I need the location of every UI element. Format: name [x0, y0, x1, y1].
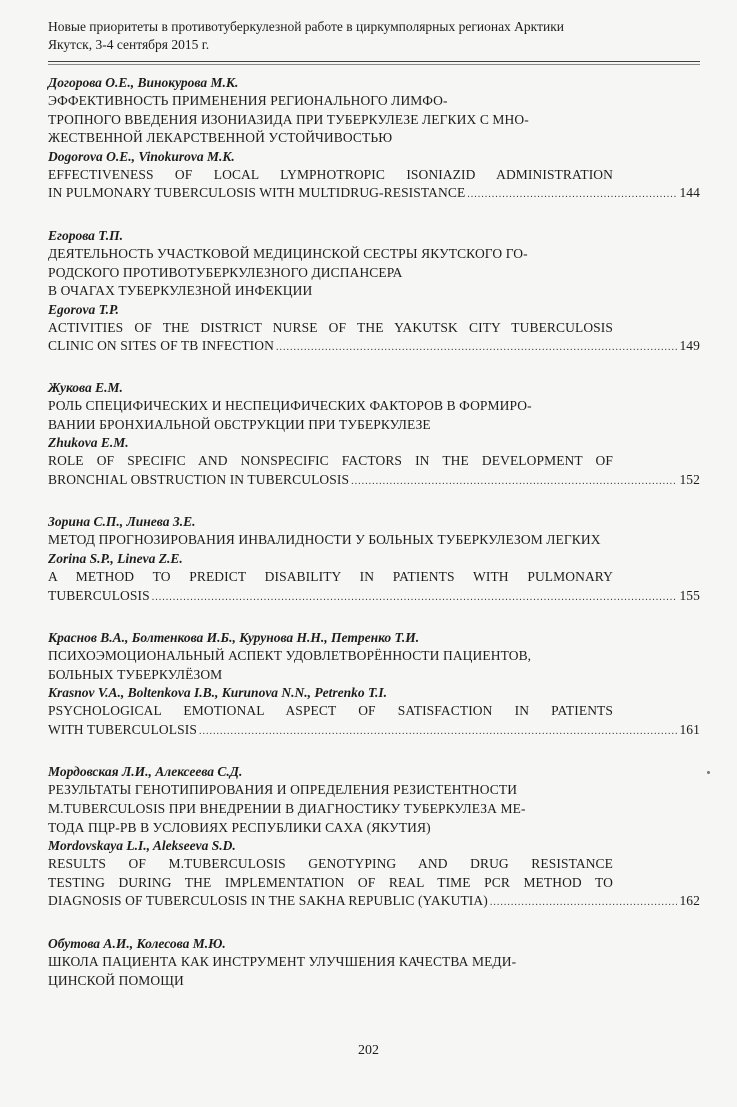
en-title-line: IN PULMONARY TUBERCULOSIS WITH MULTIDRUG-RESISTANCE — [48, 185, 466, 201]
en-title-line: RESULTS OF M.TUBERCULOSIS GENOTYPING AND DRUG RESISTANCE — [48, 856, 613, 872]
ru-authors: Краснов В.А., Болтенкова И.Б., Курунова Н.Н., Петренко Т.И. — [48, 630, 420, 646]
en-authors: Zhukova E.M. — [48, 435, 129, 451]
toc-leader-row — [48, 337, 700, 358]
ru-title-line: ТОДА ПЦР-РВ В УСЛОВИЯХ РЕСПУБЛИКИ САХА (ЯКУТИЯ) — [48, 819, 431, 835]
en-title-line: EFFECTIVENESS OF LOCAL LYMPHOTROPIC ISONIAZID ADMINISTRATION — [48, 166, 613, 182]
dot-leader — [199, 723, 678, 742]
en-title-line: A METHOD TO PREDICT DISABILITY IN PATIENTS WITH PULMONARY — [48, 568, 613, 584]
en-authors: Dogorova O.E., Vinokurova M.K. — [48, 148, 235, 164]
en-title — [48, 568, 700, 607]
ru-title-line: В ОЧАГАХ ТУБЕРКУЛЕЗНОЙ ИНФЕКЦИИ — [48, 283, 313, 299]
ru-authors: Жукова Е.М. — [48, 379, 123, 395]
toc-leader-row — [48, 721, 700, 742]
scan-speck — [707, 771, 710, 774]
ru-title — [48, 397, 700, 434]
ru-title — [48, 781, 700, 837]
en-title-line: TESTING DURING THE IMPLEMENTATION OF REAL TIME PCR METHOD TO — [48, 874, 613, 890]
en-title-line: CLINIC ON SITES OF TB INFECTION — [48, 338, 274, 354]
header-rule — [48, 61, 700, 65]
ru-title-line: ВАНИИ БРОНХИАЛЬНОЙ ОБСТРУКЦИИ ПРИ ТУБЕРКУЛЕЗЕ — [48, 416, 431, 432]
toc-leader-row — [48, 184, 700, 205]
ru-title-line: БОЛЬНЫХ ТУБЕРКУЛЁЗОМ — [48, 666, 223, 682]
ru-authors: Обутова А.И., Колесова М.Ю. — [48, 936, 226, 952]
ru-title-line: M.TUBERCULOSIS ПРИ ВНЕДРЕНИИ В ДИАГНОСТИКУ ТУБЕРКУЛЕЗА МЕ- — [48, 801, 526, 817]
ru-title-line: ЭФФЕКТИВНОСТЬ ПРИМЕНЕНИЯ РЕГИОНАЛЬНОГО ЛИМФО- — [48, 93, 448, 108]
ru-title-line: ТРОПНОГО ВВЕДЕНИЯ ИЗОНИАЗИДА ПРИ ТУБЕРКУЛЕЗЕ ЛЕГКИХ С МНО- — [48, 111, 529, 127]
toc-entry — [48, 379, 700, 491]
ru-title-line: ДЕЯТЕЛЬНОСТЬ УЧАСТКОВОЙ МЕДИЦИНСКОЙ СЕСТРЫ ЯКУТСКОГО ГО- — [48, 245, 528, 261]
en-title-line: PSYCHOLOGICAL EMOTIONAL ASPECT OF SATISFACTION IN PATIENTS — [48, 703, 613, 719]
toc-entry — [48, 513, 700, 607]
toc-entry — [48, 227, 700, 358]
toc-entry — [48, 935, 700, 990]
ru-authors: Мордовская Л.И., Алексеева С.Д. — [48, 764, 243, 780]
toc-entries — [48, 74, 700, 1012]
en-title-line: DIAGNOSIS OF TUBERCULOSIS IN THE SAKHA REPUBLIC (YAKUTIA) — [48, 893, 488, 909]
en-title — [48, 166, 700, 205]
ru-title-line: ЖЕСТВЕННОЙ ЛЕКАРСТВЕННОЙ УСТОЙЧИВОСТЬЮ — [48, 130, 393, 146]
en-authors: Krasnov V.A., Boltenkova I.B., Kurunova N.N., Petrenko T.I. — [48, 685, 388, 701]
toc-leader-row — [48, 587, 700, 608]
ru-title-line: РОЛЬ СПЕЦИФИЧЕСКИХ И НЕСПЕЦИФИЧЕСКИХ ФАКТОРОВ В ФОРМИРО- — [48, 397, 532, 413]
en-title-line: TUBERCULOSIS — [48, 587, 150, 603]
ru-title — [48, 245, 700, 301]
toc-entry — [48, 629, 700, 741]
ru-title-line: РОДСКОГО ПРОТИВОТУБЕРКУЛЕЗНОГО ДИСПАНСЕРА — [48, 264, 403, 280]
ru-title — [48, 92, 700, 148]
ru-title — [48, 531, 700, 550]
toc-page-number: 144 — [679, 185, 700, 201]
toc-page-number: 152 — [679, 471, 700, 487]
toc-entry — [48, 74, 700, 205]
toc-leader-row — [48, 471, 700, 492]
ru-title-line: ЦИНСКОЙ ПОМОЩИ — [48, 972, 184, 988]
running-header — [48, 18, 700, 54]
dot-leader — [467, 186, 677, 205]
toc-page-number: 161 — [679, 721, 700, 737]
toc-page-number: 162 — [679, 893, 700, 909]
en-title-line: BRONCHIAL OBSTRUCTION IN TUBERCULOSIS — [48, 471, 350, 487]
en-authors: Egorova T.P. — [48, 301, 119, 317]
ru-title-line: ПСИХОЭМОЦИОНАЛЬНЫЙ АСПЕКТ УДОВЛЕТВОРЁННОСТИ ПАЦИЕНТОВ, — [48, 648, 532, 664]
toc-leader-row — [48, 892, 700, 913]
ru-title-line: МЕТОД ПРОГНОЗИРОВАНИЯ ИНВАЛИДНОСТИ У БОЛЬНЫХ ТУБЕРКУЛЕЗОМ ЛЕГКИХ — [48, 532, 601, 548]
dot-leader — [276, 339, 677, 358]
ru-authors: Догорова О.Е., Винокурова М.К. — [48, 75, 239, 90]
dot-leader — [351, 473, 677, 492]
toc-entry — [48, 763, 700, 913]
header-line-1: Новые приоритеты в противотуберкулезной работе в циркумполярных регионах Арктики — [48, 19, 564, 34]
header-line-2: Якутск, 3-4 сентября 2015 г. — [48, 37, 210, 52]
toc-page-number: 149 — [679, 338, 700, 354]
ru-title-line: РЕЗУЛЬТАТЫ ГЕНОТИПИРОВАНИЯ И ОПРЕДЕЛЕНИЯ РЕЗИСТЕНТНОСТИ — [48, 782, 518, 798]
ru-title — [48, 647, 700, 684]
en-title — [48, 452, 700, 491]
en-authors: Zorina S.P., Lineva Z.E. — [48, 550, 183, 566]
ru-authors: Зорина С.П., Линева З.Е. — [48, 514, 196, 530]
page-number: 202 — [358, 1043, 379, 1058]
ru-title — [48, 953, 700, 990]
ru-title-line: ШКОЛА ПАЦИЕНТА КАК ИНСТРУМЕНТ УЛУЧШЕНИЯ КАЧЕСТВА МЕДИ- — [48, 954, 517, 970]
en-title — [48, 702, 700, 741]
en-title — [48, 855, 700, 913]
dot-leader — [490, 894, 678, 913]
en-authors: Mordovskaya L.I., Alekseeva S.D. — [48, 838, 236, 854]
en-title-line: WITH TUBERCULOLSIS — [48, 721, 197, 737]
en-title-line: ROLE OF SPECIFIC AND NONSPECIFIC FACTORS IN THE DEVELOPMENT OF — [48, 453, 613, 469]
toc-page-number: 155 — [679, 587, 700, 603]
en-title — [48, 319, 700, 358]
ru-authors: Егорова Т.П. — [48, 227, 123, 243]
en-title-line: ACTIVITIES OF THE DISTRICT NURSE OF THE YAKUTSK CITY TUBERCULOSIS — [48, 319, 613, 335]
dot-leader — [152, 589, 678, 608]
